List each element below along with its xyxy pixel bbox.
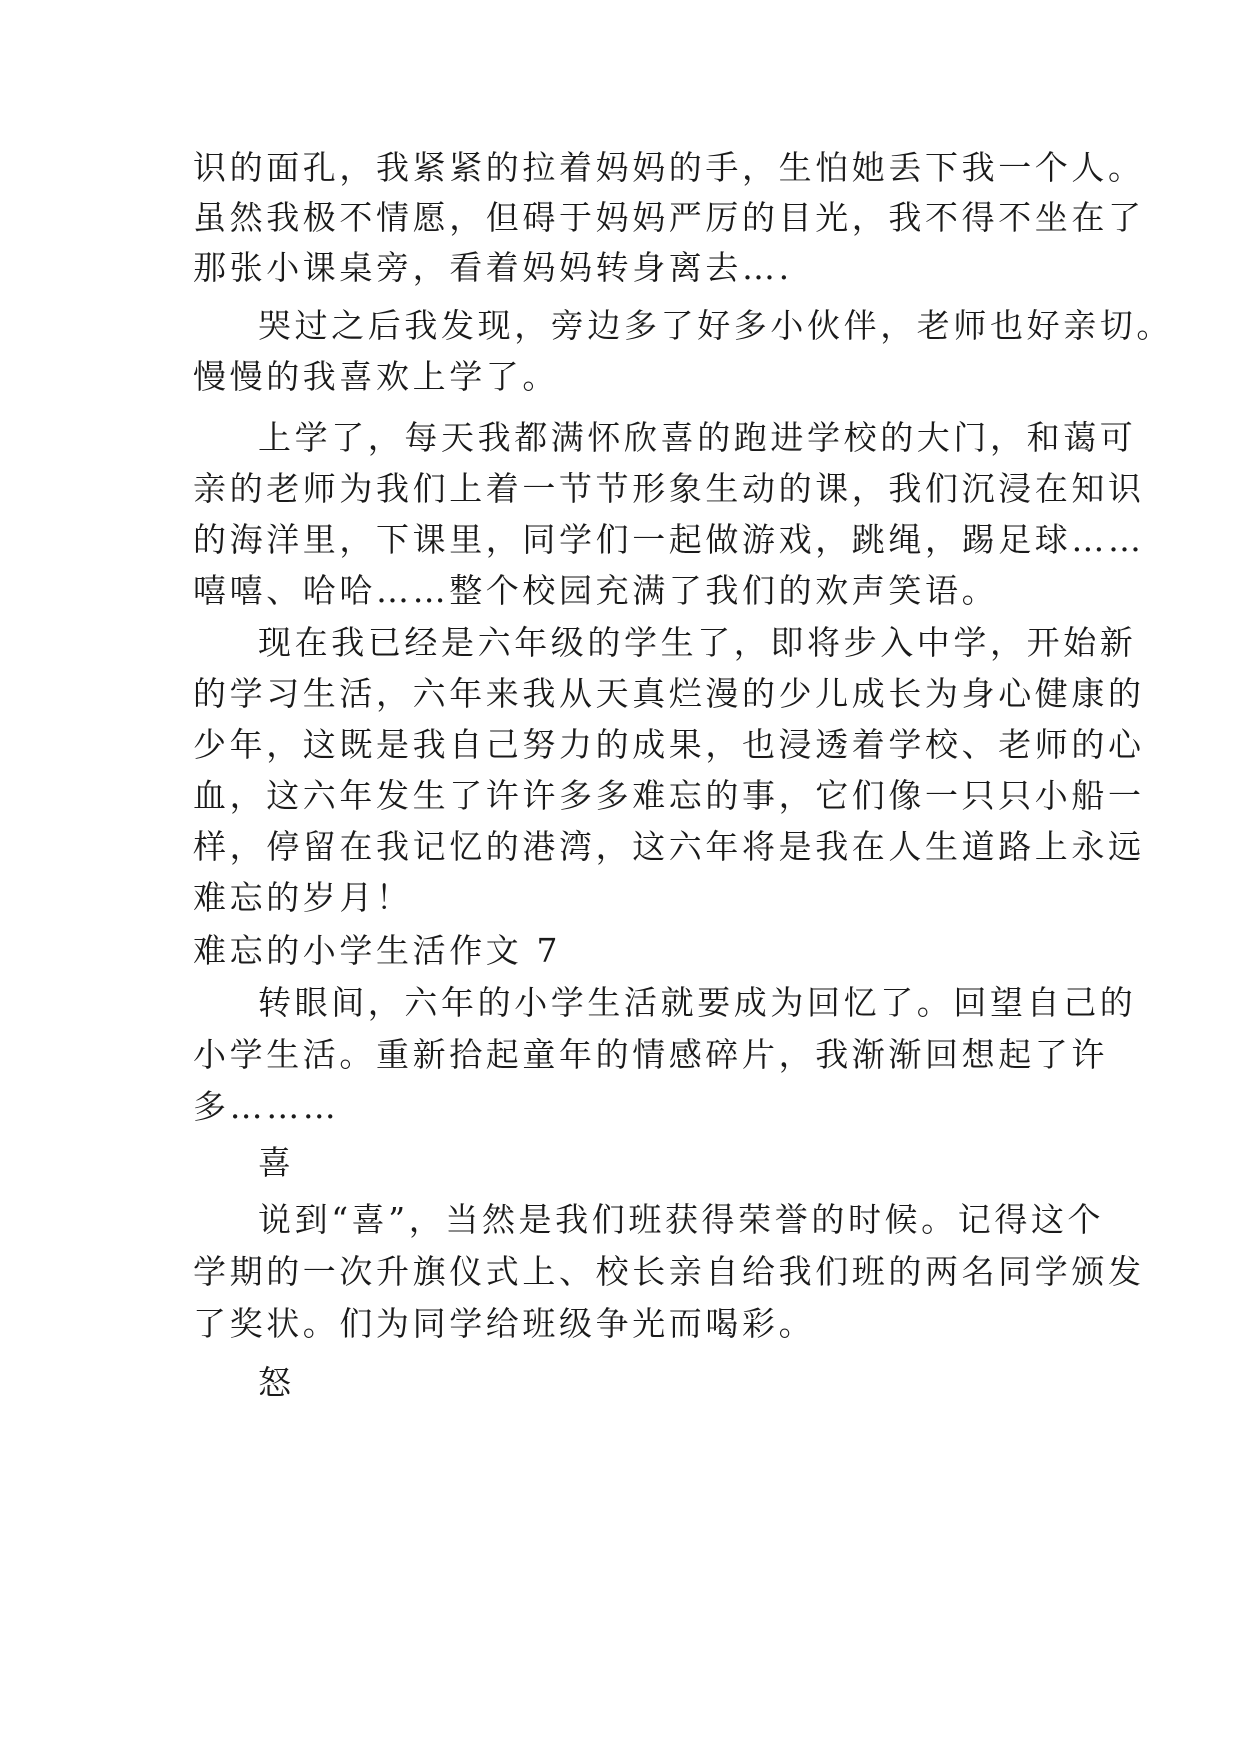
- text-line: 样，停留在我记忆的港湾，这六年将是我在人生道路上永远: [193, 827, 1145, 866]
- text-line: 说到“喜”，当然是我们班获得荣誉的时候。记得这个: [258, 1200, 1105, 1239]
- text-line: 多………: [193, 1087, 340, 1126]
- text-line: 识的面孔，我紧紧的拉着妈妈的手，生怕她丢下我一个人。: [193, 148, 1145, 187]
- text-line: 嘻嘻、哈哈……整个校园充满了我们的欢声笑语。: [193, 571, 999, 610]
- text-line: 转眼间，六年的小学生活就要成为回忆了。回望自己的: [258, 983, 1137, 1022]
- section-heading: 难忘的小学生活作文 7: [193, 931, 562, 970]
- text-line: 血，这六年发生了许许多多难忘的事，它们像一只只小船一: [193, 776, 1145, 815]
- text-line: 难忘的岁月！: [193, 878, 413, 917]
- subheading: 喜: [258, 1143, 295, 1182]
- text-line: 少年，这既是我自己努力的成果，也浸透着学校、老师的心: [193, 725, 1145, 764]
- text-line: 的学习生活，六年来我从天真烂漫的少儿成长为身心健康的: [193, 674, 1145, 713]
- text-line: 上学了，每天我都满怀欣喜的跑进学校的大门，和蔼可: [258, 418, 1137, 457]
- text-line: 慢慢的我喜欢上学了。: [193, 357, 559, 396]
- text-line: 现在我已经是六年级的学生了，即将步入中学，开始新: [258, 623, 1137, 662]
- text-line: 了奖状。们为同学给班级争光而喝彩。: [193, 1304, 816, 1343]
- text-line: 那张小课桌旁，看着妈妈转身离去….: [193, 248, 793, 287]
- text-line: 亲的老师为我们上着一节节形象生动的课，我们沉浸在知识: [193, 469, 1145, 508]
- text-line: 小学生活。重新拾起童年的情感碎片，我渐渐回想起了许: [193, 1035, 1108, 1074]
- text-line: 学期的一次升旗仪式上、校长亲自给我们班的两名同学颁发: [193, 1252, 1145, 1291]
- text-line: 虽然我极不情愿，但碍于妈妈严厉的目光，我不得不坐在了: [193, 198, 1145, 237]
- text-line: 的海洋里，下课里，同学们一起做游戏，跳绳，踢足球……: [193, 520, 1145, 559]
- subheading: 怒: [258, 1363, 295, 1402]
- text-line: 哭过之后我发现，旁边多了好多小伙伴，老师也好亲切。: [258, 306, 1173, 345]
